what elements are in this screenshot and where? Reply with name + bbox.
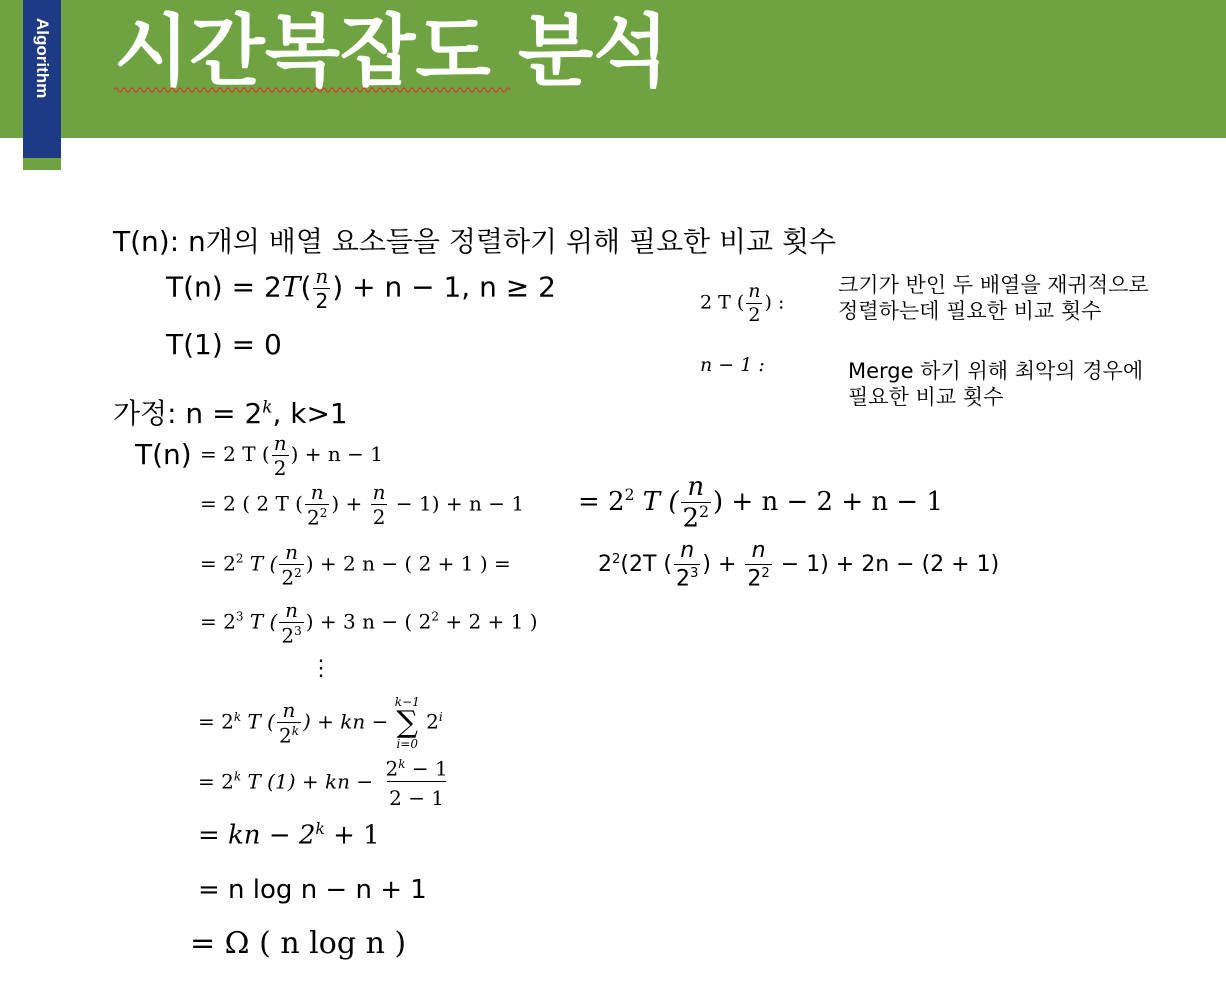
page-title: 시간복잡도 분석 — [114, 7, 669, 97]
section-badge-label: Algorithm — [33, 18, 52, 99]
derivation-step-6: = $2^k$ T (1) + kn − $\frac{2^k - 1}{2 - 1}$ — [198, 756, 448, 810]
vertical-ellipsis: ⋮ — [310, 656, 332, 681]
recurrence-formula: T(n) = 2T( $\frac{n}{2}$ ) + n − 1, n ≥ 2 — [166, 264, 556, 313]
derivation-result: = Ω ( n log n ) — [190, 926, 407, 961]
derivation-step-2: = 2 ( 2 T ( $\frac{n}{2^2}$ ) + $\frac{n}{2}$ − 1) + n − 1 — [200, 480, 525, 530]
derivation-step-5: = $2^k$ T ( $\frac{n}{2^k}$ ) + kn − k−1 ∑ i=0 2$^i$ — [198, 695, 443, 751]
base-case: T(1) = 0 — [166, 328, 282, 361]
spellcheck-underline — [114, 86, 514, 94]
derivation-step-2-result: = $2^2$ T ( $\frac{n}{2^2}$ ) + n − 2 + n − 1 — [578, 472, 943, 534]
derivation-lhs: T(n) — [135, 438, 192, 471]
assumption: 가정: $n = 2^k$, k>1 — [113, 396, 348, 430]
note-term2-text: Merge 하기 위해 최악의 경우에 필요한 비교 횟수 — [848, 359, 1144, 409]
definition-text: T(n): n개의 배열 요소들을 정렬하기 위해 필요한 비교 횟수 — [113, 225, 837, 258]
note-term2-formula: n − 1 : — [700, 354, 765, 376]
derivation-step-3: = $2^2$ T ( $\frac{n}{2^2}$ ) + 2 n − ( 2 + 1 ) = — [200, 540, 511, 590]
derivation-step-4: = $2^3$ T ( $\frac{n}{2^3}$ ) + 3 n − ( $2^2 + 2 + 1$ ) — [200, 598, 538, 648]
note-term1-text: 크기가 반인 두 배열을 재귀적으로 정렬하는데 필요한 비교 횟수 — [838, 273, 1149, 323]
note-term1-formula: 2 T ( $\frac{n}{2}$ ) : — [700, 280, 785, 326]
derivation-step-8: = n log n − n + 1 — [198, 875, 427, 905]
section-badge-foot — [23, 158, 61, 170]
derivation-step-3-result: $2^2(2T$ ( $\frac{n}{2^3}$ ) + $\frac{n}{2^2}$ − 1) + 2n − (2 + 1) — [598, 538, 1000, 592]
derivation-step-1: = 2 T ( $\frac{n}{2}$ ) + n − 1 — [200, 431, 383, 480]
derivation-step-7: = kn − $2^k + 1$ — [198, 820, 380, 851]
